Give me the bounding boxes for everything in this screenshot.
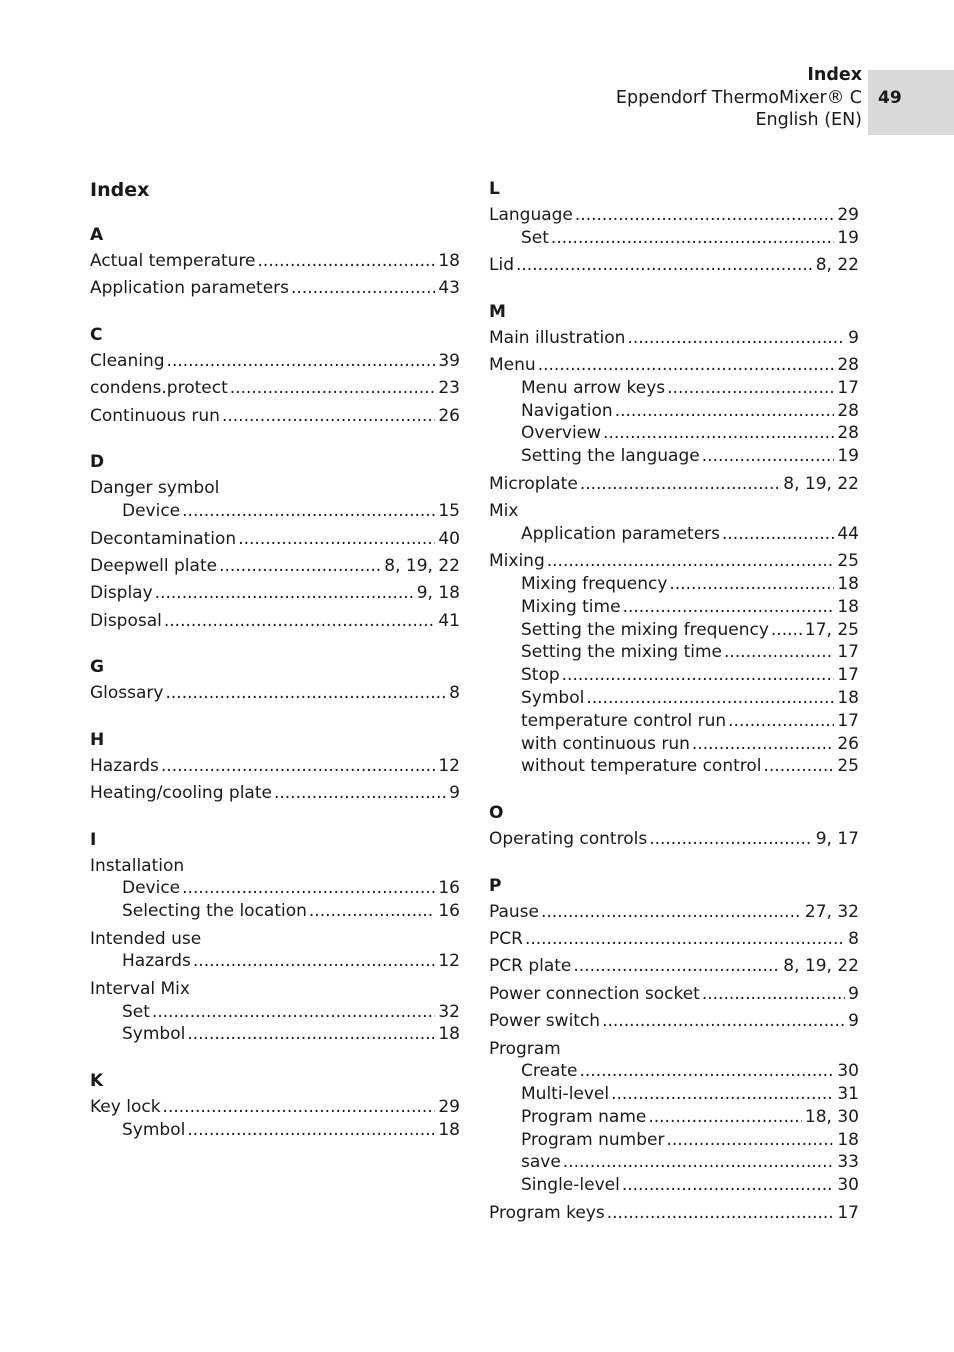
index-entry-row[interactable] <box>90 782 460 805</box>
index-term: Multi-level <box>521 1084 610 1105</box>
index-subentry[interactable] <box>489 400 859 423</box>
index-entry-row[interactable] <box>90 277 460 300</box>
index-entry <box>90 528 460 551</box>
index-term: Create <box>521 1061 578 1082</box>
dot-leader <box>222 405 435 428</box>
index-page-ref: 43 <box>438 278 460 299</box>
index-page-ref: 44 <box>837 523 859 544</box>
index-entry-row[interactable] <box>489 1202 859 1225</box>
index-letter-section <box>489 875 859 1225</box>
dot-leader <box>622 1174 835 1197</box>
index-page-ref: 26 <box>438 405 460 426</box>
index-entry <box>90 610 460 633</box>
index-letter-heading: C <box>90 324 103 345</box>
index-term: Deepwell plate <box>90 555 218 576</box>
index-page-ref: 15 <box>438 500 460 521</box>
index-entry <box>90 755 460 778</box>
index-subentry[interactable] <box>489 1174 859 1197</box>
dot-leader <box>258 250 436 273</box>
index-term: Application parameters <box>90 278 289 299</box>
dot-leader <box>541 901 802 924</box>
dot-leader <box>623 596 835 619</box>
index-page-ref: 9 <box>848 327 859 348</box>
index-entry-row[interactable] <box>90 682 460 705</box>
index-page-ref: 9 <box>848 983 859 1004</box>
index-term: Mix <box>489 501 519 522</box>
index-subentries <box>489 227 859 250</box>
index-entry <box>489 828 859 851</box>
dot-leader <box>309 900 435 923</box>
index-term: Decontamination <box>90 528 237 549</box>
index-entry-row[interactable] <box>489 204 859 227</box>
index-entry-row[interactable] <box>90 405 460 428</box>
index-subentries <box>90 500 460 523</box>
index-page-ref: 8 <box>449 683 460 704</box>
index-entry-row[interactable] <box>90 582 460 605</box>
index-letter-section <box>90 324 460 427</box>
index-entry <box>90 782 460 805</box>
dot-leader <box>692 733 834 756</box>
dot-leader <box>649 828 813 851</box>
dot-leader <box>648 1106 802 1129</box>
index-page-ref: 12 <box>438 755 460 776</box>
index-entry <box>90 978 460 1046</box>
index-entry <box>489 1202 859 1225</box>
dot-leader <box>193 950 435 973</box>
index-term: Hazards <box>90 755 159 776</box>
index-term: Menu arrow keys <box>521 377 666 398</box>
index-subentry[interactable] <box>489 227 859 250</box>
index-page-ref: 8, 19, 22 <box>783 956 859 977</box>
index-entry-row[interactable] <box>90 250 460 273</box>
index-letter-section <box>90 829 460 1046</box>
dot-leader <box>516 254 813 277</box>
index-entry-row[interactable] <box>489 1010 859 1033</box>
index-subentry[interactable] <box>90 950 460 973</box>
index-entry <box>90 377 460 400</box>
index-page-ref: 12 <box>438 951 460 972</box>
dot-leader <box>167 350 436 373</box>
index-page-ref: 33 <box>837 1152 859 1173</box>
index-entry <box>90 1096 460 1141</box>
index-term: Setting the mixing frequency <box>521 619 769 640</box>
index-page-ref: 16 <box>438 901 460 922</box>
index-page-ref: 19 <box>837 227 859 248</box>
index-page-ref: 18, 30 <box>804 1106 859 1127</box>
index-subentry[interactable] <box>489 687 859 710</box>
index-entry <box>489 500 859 545</box>
index-term: Key lock <box>90 1097 161 1118</box>
index-entry <box>489 901 859 924</box>
index-subentry[interactable] <box>489 733 859 756</box>
index-page-ref: 9 <box>449 783 460 804</box>
index-page-ref: 41 <box>438 610 460 631</box>
index-page-ref: 29 <box>438 1097 460 1118</box>
index-term: Power switch <box>489 1011 601 1032</box>
dot-leader <box>165 682 446 705</box>
index-letter-heading: I <box>90 829 97 850</box>
index-entry <box>489 354 859 468</box>
dot-leader <box>562 664 835 687</box>
index-page-ref: 39 <box>438 350 460 371</box>
index-page-ref: 17 <box>837 665 859 686</box>
dot-leader <box>722 523 834 546</box>
index-term: Operating controls <box>489 829 648 850</box>
index-term: Installation <box>90 855 185 876</box>
header-language: English (EN) <box>755 110 862 130</box>
dot-leader <box>764 755 835 778</box>
dot-leader <box>615 400 835 423</box>
index-term: Lid <box>489 255 514 276</box>
index-term: temperature control run <box>521 710 727 731</box>
index-entry <box>489 473 859 496</box>
index-entry-row[interactable] <box>489 828 859 851</box>
index-term: Intended use <box>90 928 202 949</box>
index-entry <box>90 582 460 605</box>
index-subentries <box>489 1060 859 1197</box>
dot-leader <box>666 1129 834 1152</box>
index-page-ref: 18 <box>438 1024 460 1045</box>
index-subentry[interactable] <box>489 710 859 733</box>
index-entry-row[interactable] <box>489 955 859 978</box>
index-term: Program number <box>521 1129 665 1150</box>
dot-leader <box>667 377 834 400</box>
index-page-ref: 9, 18 <box>416 583 460 604</box>
dot-leader <box>274 782 446 805</box>
dot-leader <box>728 710 834 733</box>
index-entry-row[interactable] <box>489 473 859 496</box>
index-subentry[interactable] <box>90 900 460 923</box>
index-entry-row[interactable] <box>489 550 859 573</box>
dot-leader <box>525 928 845 951</box>
index-page-ref: 28 <box>837 355 859 376</box>
index-entry <box>90 682 460 705</box>
dot-leader <box>164 610 435 633</box>
index-term: Symbol <box>521 687 585 708</box>
index-term: with continuous run <box>521 733 690 754</box>
index-page-ref: 17 <box>837 1202 859 1223</box>
index-entry-row[interactable] <box>90 350 460 373</box>
index-page-ref: 9 <box>848 1011 859 1032</box>
index-term: Language <box>489 205 573 225</box>
index-page-ref: 18 <box>837 573 859 594</box>
index-term: Mixing time <box>521 596 621 617</box>
index-entry <box>90 477 460 522</box>
index-letter-section <box>90 656 460 705</box>
index-column-left <box>90 178 460 1166</box>
index-entry <box>90 555 460 578</box>
index-term: Mixing <box>489 551 545 572</box>
index-term: save <box>521 1152 561 1173</box>
dot-leader <box>155 582 414 605</box>
index-letter-heading: G <box>90 657 104 678</box>
index-term: Symbol <box>122 1024 186 1045</box>
dot-leader <box>291 277 435 300</box>
index-entry-row[interactable] <box>489 354 859 377</box>
dot-leader <box>187 1119 435 1142</box>
index-term: Setting the language <box>521 446 700 467</box>
index-subentry[interactable] <box>90 1119 460 1142</box>
index-term: Setting the mixing time <box>521 642 723 663</box>
index-term: without temperature control <box>521 756 762 777</box>
dot-leader <box>152 1001 435 1024</box>
index-letter-heading: L <box>489 179 500 199</box>
dot-leader <box>580 1060 835 1083</box>
index-term: Navigation <box>521 400 613 421</box>
index-letter-heading: A <box>90 225 104 245</box>
index-letter-section <box>489 802 859 851</box>
dot-leader <box>238 528 435 551</box>
dot-leader <box>611 1083 834 1106</box>
index-subentry[interactable] <box>489 1151 859 1174</box>
index-subentry[interactable] <box>489 1060 859 1083</box>
index-subentry[interactable] <box>489 573 859 596</box>
dot-leader <box>702 445 835 468</box>
index-entry-row[interactable] <box>90 377 460 400</box>
index-term: Program <box>489 1038 561 1059</box>
index-term: condens.protect <box>90 378 228 399</box>
dot-leader <box>669 573 834 596</box>
index-page-ref: 25 <box>837 756 859 777</box>
index-subentry[interactable] <box>489 755 859 778</box>
index-entry-row[interactable] <box>90 610 460 633</box>
dot-leader <box>602 1010 845 1033</box>
index-page-ref: 28 <box>837 423 859 444</box>
index-term: Disposal <box>90 610 162 631</box>
index-subentry[interactable] <box>489 377 859 400</box>
index-letter-section <box>90 451 460 632</box>
index-term: Symbol <box>122 1119 186 1140</box>
index-term: Device <box>122 500 181 521</box>
index-page-ref: 17, 25 <box>804 619 859 640</box>
index-page-ref: 19 <box>837 446 859 467</box>
index-term: Heating/cooling plate <box>90 783 272 804</box>
index-subentry[interactable] <box>90 1001 460 1024</box>
header-product-name: Eppendorf ThermoMixer® C <box>615 87 862 108</box>
dot-leader <box>573 955 780 978</box>
index-term: Mixing frequency <box>521 573 668 594</box>
index-page-ref: 26 <box>837 733 859 754</box>
index-subentry[interactable] <box>489 523 859 546</box>
index-entry-row[interactable] <box>489 327 859 350</box>
index-term: Continuous run <box>90 405 220 426</box>
index-subentry[interactable] <box>90 500 460 523</box>
index-entry-row[interactable] <box>90 528 460 551</box>
page-number-tab <box>868 70 954 135</box>
index-subentries <box>489 523 859 546</box>
index-subentries <box>90 950 460 973</box>
index-entry <box>489 204 859 249</box>
index-subentry[interactable] <box>489 1106 859 1129</box>
dot-leader <box>182 877 435 900</box>
index-term: Danger symbol <box>90 478 220 499</box>
index-page-ref: 18 <box>438 251 460 271</box>
index-letter-heading: D <box>90 452 105 473</box>
index-page-ref: 28 <box>837 400 859 421</box>
index-term: Application parameters <box>521 523 720 544</box>
index-term: Menu <box>489 355 536 376</box>
dot-leader <box>161 755 435 778</box>
index-entry <box>489 254 859 277</box>
index-entry <box>90 277 460 300</box>
index-page-ref: 18 <box>438 1119 460 1140</box>
index-entry <box>489 1038 859 1197</box>
dot-leader <box>586 687 834 710</box>
index-letter-heading: O <box>489 803 504 824</box>
index-subentries <box>90 1119 460 1142</box>
index-page-ref: 9, 17 <box>815 829 859 850</box>
index-subentry[interactable] <box>90 877 460 900</box>
index-subentry[interactable] <box>90 1023 460 1046</box>
page-number: 49 <box>878 88 902 108</box>
index-letter-section <box>90 729 460 805</box>
index-term: Microplate <box>489 473 578 494</box>
index-page-ref: 18 <box>837 596 859 617</box>
index-page-ref: 30 <box>837 1061 859 1082</box>
index-subentry[interactable] <box>489 619 859 642</box>
index-term: Program name <box>521 1106 647 1127</box>
header-section-title: Index <box>807 65 862 85</box>
dot-leader <box>182 500 435 523</box>
index-page-ref: 18 <box>837 687 859 708</box>
page-header <box>616 64 862 132</box>
index-entry <box>90 928 460 973</box>
index-page-ref: 32 <box>438 1001 460 1022</box>
index-term: Device <box>122 878 181 899</box>
index-term: Pause <box>489 901 539 922</box>
dot-leader <box>771 619 802 642</box>
index-entry <box>90 855 460 923</box>
index-page-ref: 17 <box>837 642 859 663</box>
index-subentry[interactable] <box>489 422 859 445</box>
index-letter-section <box>90 1070 460 1141</box>
dot-leader <box>187 1023 435 1046</box>
dot-leader <box>702 983 845 1006</box>
index-subentries <box>489 573 859 778</box>
index-term: Glossary <box>90 683 164 704</box>
index-subentries <box>90 877 460 923</box>
index-page-ref: 30 <box>837 1175 859 1196</box>
index-term: Program keys <box>489 1202 605 1223</box>
index-page-ref: 8 <box>848 929 859 950</box>
index-term: Actual temperature <box>90 251 256 271</box>
index-entry-row[interactable] <box>90 755 460 778</box>
index-term: Stop <box>521 665 560 686</box>
index-term: Overview <box>521 423 602 444</box>
index-entry <box>90 350 460 373</box>
index-term: PCR plate <box>489 956 572 977</box>
index-entry-row[interactable] <box>489 254 859 277</box>
index-subentries <box>489 377 859 468</box>
index-page-ref: 8, 19, 22 <box>783 473 859 494</box>
dot-leader <box>219 555 381 578</box>
index-term: Set <box>521 227 549 248</box>
index-subentry[interactable] <box>489 596 859 619</box>
index-entry <box>489 327 859 350</box>
index-entry-row[interactable] <box>90 555 460 578</box>
index-subentry[interactable] <box>489 445 859 468</box>
index-term: Set <box>122 1001 150 1022</box>
dot-leader <box>547 550 835 573</box>
dot-leader <box>575 204 834 227</box>
index-term: PCR <box>489 929 523 950</box>
index-term: Display <box>90 583 153 604</box>
index-subentries <box>90 1001 460 1047</box>
index-page-ref: 23 <box>438 378 460 399</box>
index-entry <box>489 928 859 951</box>
index-page-ref: 17 <box>837 377 859 398</box>
index-letter-section <box>90 224 460 300</box>
index-page-ref: 8, 19, 22 <box>384 555 460 576</box>
index-term: Hazards <box>122 951 191 972</box>
index-entry-row[interactable] <box>489 901 859 924</box>
dot-leader <box>163 1096 436 1119</box>
index-term: Single-level <box>521 1175 620 1196</box>
dot-leader <box>563 1151 835 1174</box>
index-letter-heading: M <box>489 301 506 322</box>
index-subentry[interactable] <box>489 1129 859 1152</box>
dot-leader <box>724 641 834 664</box>
dot-leader <box>230 377 436 400</box>
index-term: Power connection socket <box>489 983 700 1004</box>
index-term: Selecting the location <box>122 901 307 922</box>
index-entry <box>90 405 460 428</box>
index-page-ref: 16 <box>438 878 460 899</box>
index-term: Main illustration <box>489 327 626 348</box>
index-page-ref: 18 <box>837 1129 859 1150</box>
dot-leader <box>607 1202 835 1225</box>
index-letter-section <box>489 178 859 277</box>
dot-leader <box>538 354 835 377</box>
index-entry-row[interactable] <box>489 983 859 1006</box>
dot-leader <box>603 422 834 445</box>
index-page-ref: 40 <box>438 528 460 549</box>
index-page-ref: 27, 32 <box>804 901 859 922</box>
index-column-right <box>489 178 859 1248</box>
index-letter-heading: P <box>489 875 502 896</box>
dot-leader <box>580 473 780 496</box>
index-page-ref: 17 <box>837 710 859 731</box>
index-title: Index <box>90 179 150 201</box>
dot-leader <box>551 227 834 250</box>
index-letter-heading: H <box>90 729 105 750</box>
index-entry <box>489 983 859 1006</box>
index-entry-row[interactable] <box>489 928 859 951</box>
index-entry <box>489 550 859 778</box>
index-entry <box>489 1010 859 1033</box>
index-term: Cleaning <box>90 350 165 371</box>
index-subentry[interactable] <box>489 1083 859 1106</box>
index-subentry[interactable] <box>489 641 859 664</box>
index-page-ref: 25 <box>837 551 859 572</box>
index-entry <box>489 955 859 978</box>
index-term: Interval Mix <box>90 979 190 1000</box>
index-entry-row[interactable] <box>90 1096 460 1119</box>
index-page-ref: 8, 22 <box>815 255 859 276</box>
index-page-ref: 29 <box>837 205 859 225</box>
index-letter-heading: K <box>90 1071 104 1092</box>
index-subentry[interactable] <box>489 664 859 687</box>
index-entry <box>90 250 460 273</box>
dot-leader <box>627 327 845 350</box>
index-page-ref: 31 <box>837 1084 859 1105</box>
index-letter-section <box>489 301 859 778</box>
